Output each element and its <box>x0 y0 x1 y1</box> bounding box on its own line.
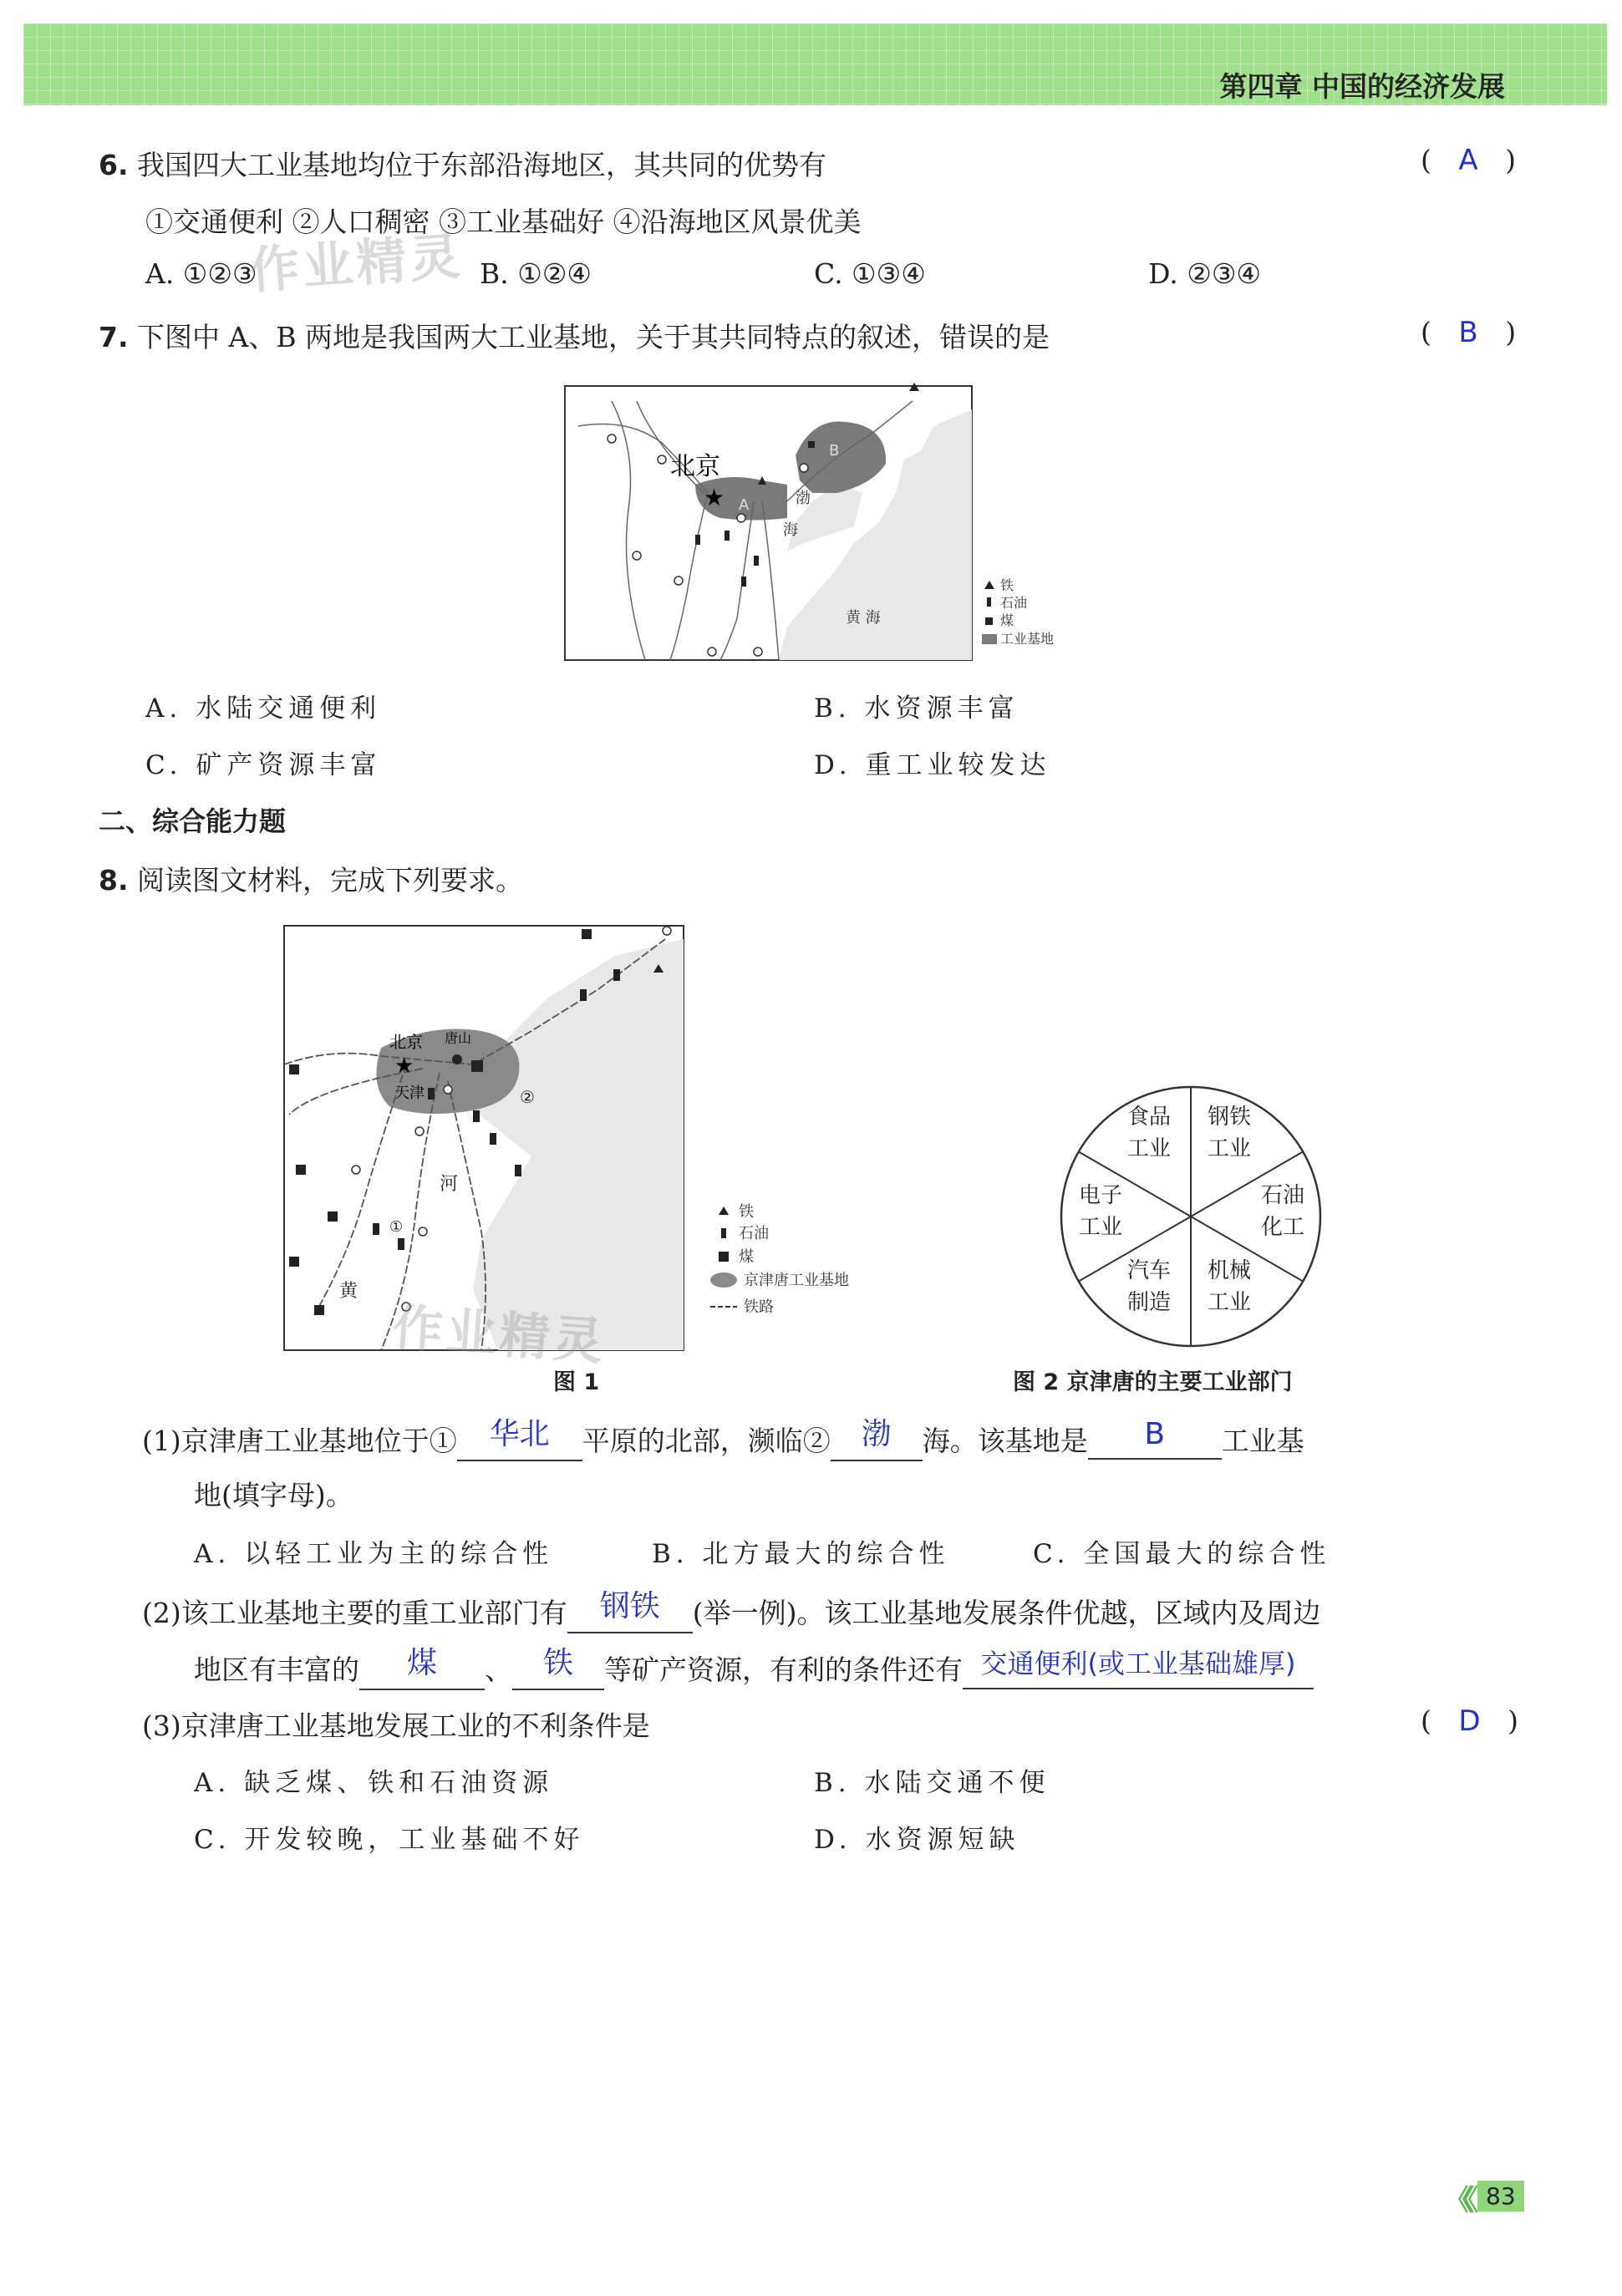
q7-legend <box>982 577 1054 647</box>
page-chevron-icon: 《《 <box>1444 2184 1470 2217</box>
fig1-legend-oil: 石油 <box>739 1225 769 1242</box>
fig1-he-label: 河 <box>440 1174 459 1195</box>
paren-close: ) <box>1505 316 1517 348</box>
q8-p1-blank-3 <box>1088 1417 1222 1460</box>
huanghai-label: 黄 海 <box>846 609 881 627</box>
beijing-label: 北京 <box>670 452 720 481</box>
q6-option-a: A. ①②③ <box>145 257 257 290</box>
fig1-legend <box>710 1203 849 1316</box>
q8-stem: 阅读图文材料，完成下列要求。 <box>137 864 523 897</box>
q8-p2-blank-2 <box>359 1646 485 1690</box>
q8-p2-blank-4 <box>963 1649 1314 1689</box>
q8-p3-option-c: C. 开发较晚，工业基础不好 <box>194 1825 585 1855</box>
q8-p1-option-c: C. 全国最大的综合性 <box>1033 1539 1331 1569</box>
q8-p2-answer-4: 交通便利(或工业基础雄厚) <box>980 1648 1296 1679</box>
q6-option-c: C. ①③④ <box>814 257 926 290</box>
fig1-beijing-star-icon: ★ <box>394 1054 414 1079</box>
fig1-legend-coal: 煤 <box>739 1248 754 1266</box>
page-number: 83 <box>1477 2181 1524 2212</box>
label-a: A <box>739 496 750 514</box>
q6-option-d: D. ②③④ <box>1148 257 1262 290</box>
pie-sector-petrochem: 石油化工 <box>1260 1183 1304 1240</box>
q8-p1-blank-1 <box>457 1417 582 1461</box>
q6-items: ①交通便利 ②人口稠密 ③工业基础好 ④沿海地区风景优美 <box>145 206 862 238</box>
q8-p2-text-a: (2)该工业基地主要的重工业部门有 <box>142 1597 567 1629</box>
fig1-legend-iron: 铁 <box>739 1203 754 1221</box>
q6-answer: A <box>1458 144 1478 177</box>
q7-stem-line <box>99 316 1050 355</box>
q8-p2-text-c: 地区有丰富的 <box>194 1653 359 1686</box>
q7-option-b: B. 水资源丰富 <box>814 693 1019 724</box>
q8-figure1-map <box>281 922 899 1357</box>
q8-p1-answer-1: 华北 <box>489 1417 550 1451</box>
q8-p1-line2: 地(填字母)。 <box>194 1479 353 1511</box>
pie-sector-food: 食品工业 <box>1126 1105 1171 1161</box>
q8-p2-text-d: 、 <box>485 1653 512 1686</box>
q6-stem: 我国四大工业基地均位于东部沿海地区，其共同的优势有 <box>137 149 826 181</box>
q6-option-b: B. ①②④ <box>480 257 592 290</box>
paren-close: ) <box>1508 1704 1518 1737</box>
q8-p2-text-b: (举一例)。该工业基地发展条件优越，区域内及周边 <box>692 1597 1321 1629</box>
hai-label: 海 <box>783 521 798 539</box>
q8-stem-line <box>99 859 523 898</box>
q7-stem: 下图中 A、B 两地是我国两大工业基地，关于其共同特点的叙述，错误的是 <box>137 321 1050 353</box>
q8-p2-text-e: 等矿产资源，有利的条件还有 <box>604 1653 963 1686</box>
q8-p3-answer: D <box>1458 1704 1481 1738</box>
q8-p3-line: (3)京津唐工业基地发展工业的不利条件是 <box>142 1709 650 1742</box>
q8-p2-blank-3 <box>512 1646 604 1690</box>
legend-base: 工业基地 <box>1000 631 1055 647</box>
legend-oil: 石油 <box>1000 595 1028 611</box>
q6-answer-box <box>1421 144 1516 177</box>
q8-p3-option-a: A. 缺乏煤、铁和石油资源 <box>194 1768 554 1798</box>
paren-open: ( <box>1421 316 1431 348</box>
q8-p3-option-b: B. 水陆交通不便 <box>814 1768 1050 1798</box>
q7-option-a: A. 水陆交通便利 <box>145 693 382 724</box>
fig1-caption: 图 1 <box>553 1369 600 1395</box>
label-b: B <box>829 442 840 460</box>
q8-p1-text-b: 平原的北部，濒临② <box>582 1425 831 1457</box>
q6-number: 6. <box>99 149 129 181</box>
legend-iron: 铁 <box>1000 577 1014 593</box>
q7-answer: B <box>1458 316 1478 349</box>
q7-option-d: D. 重工业较发达 <box>814 750 1051 780</box>
fig1-tangshan-label: 唐山 <box>445 1030 472 1046</box>
pie-sector-auto: 汽车制造 <box>1126 1258 1171 1315</box>
q8-p2-blank-1 <box>567 1589 693 1633</box>
q8-p1-text-d: 工业基 <box>1221 1425 1304 1457</box>
q7-option-c: C. 矿产资源丰富 <box>145 750 382 780</box>
q8-p2-line2 <box>194 1646 1314 1690</box>
fig2-caption: 图 2 京津唐的主要工业部门 <box>1013 1369 1293 1395</box>
fig1-legend-railway: 铁路 <box>744 1298 774 1316</box>
q8-p2-answer-1: 钢铁 <box>599 1589 660 1623</box>
fig1-mark-1: ① <box>389 1218 404 1236</box>
q8-p1-option-a: A. 以轻工业为主的综合性 <box>194 1539 554 1569</box>
q8-p3-answer-box <box>1421 1704 1518 1738</box>
paren-open: ( <box>1421 144 1431 176</box>
beijing-star-icon: ★ <box>704 484 725 511</box>
section-title: 二、综合能力题 <box>99 805 287 837</box>
watermark-2: 作业精灵 <box>390 1298 608 1372</box>
paren-open: ( <box>1421 1704 1431 1737</box>
chapter-title: 第四章 中国的经济发展 <box>1219 70 1505 103</box>
q8-p1-option-b: B. 北方最大的综合性 <box>652 1539 950 1569</box>
bohai-label: 渤 <box>796 490 811 507</box>
pie-sector-steel: 钢铁工业 <box>1207 1105 1251 1161</box>
fig1-beijing-label: 北京 <box>389 1032 423 1052</box>
paren-close: ) <box>1505 144 1517 176</box>
watermark-1: 作业精灵 <box>247 227 465 301</box>
fig1-legend-base: 京津唐工业基地 <box>744 1272 849 1289</box>
q8-p2-line1 <box>142 1589 1321 1633</box>
fig1-mark-2: ② <box>520 1087 535 1107</box>
fig1-huang-label: 黄 <box>339 1281 358 1302</box>
tangshan-dot <box>452 1054 462 1064</box>
q8-p1-answer-2: 渤 <box>861 1417 892 1451</box>
q8-p1-blank-2 <box>831 1417 923 1461</box>
q8-number: 8. <box>99 864 129 897</box>
q8-p2-answer-2: 煤 <box>406 1646 437 1680</box>
q8-p1-answer-3: B <box>1144 1417 1166 1451</box>
q7-map <box>562 376 1113 668</box>
q6-stem-line <box>99 144 826 183</box>
q7-number: 7. <box>99 321 129 353</box>
pie-sector-machinery: 机械工业 <box>1207 1258 1251 1315</box>
q8-p2-answer-3: 铁 <box>542 1646 573 1680</box>
q7-answer-box <box>1421 316 1516 349</box>
pie-sector-electronics: 电子工业 <box>1078 1183 1122 1240</box>
q8-p1-line1 <box>142 1417 1304 1461</box>
legend-coal: 煤 <box>1000 612 1014 628</box>
q8-p1-text-c: 海。该基地是 <box>922 1425 1088 1457</box>
fig1-tianjin-label: 天津 <box>394 1085 425 1102</box>
q8-p3-option-d: D. 水资源短缺 <box>814 1825 1020 1855</box>
q8-p1-text-a: (1)京津唐工业基地位于① <box>142 1425 457 1457</box>
